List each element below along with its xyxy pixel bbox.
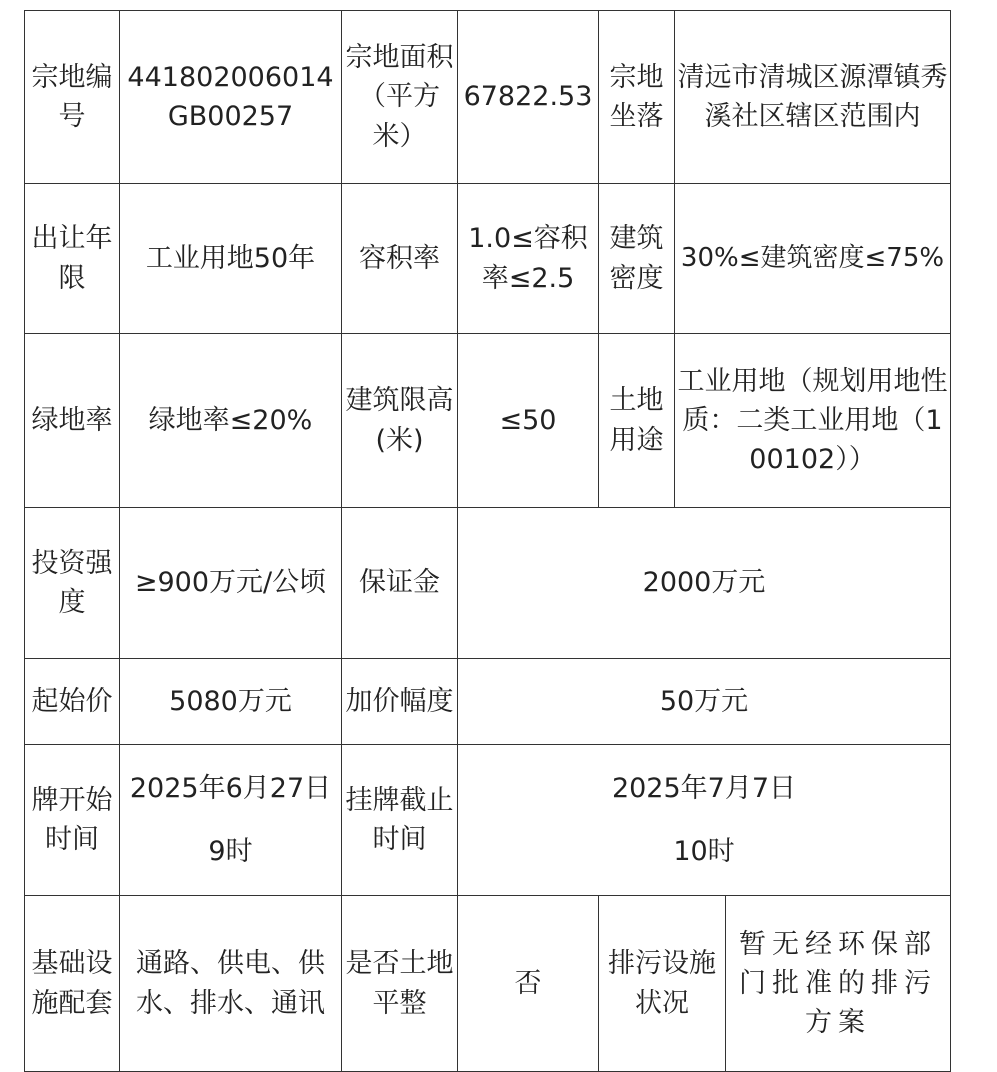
leveled-label: 是否土地平整 [342, 896, 458, 1072]
area-value: 67822.53 [458, 11, 599, 184]
listing-start-value [120, 745, 342, 896]
deposit-label: 保证金 [342, 508, 458, 659]
infra-value: 通路、供电、供水、排水、通讯 [120, 896, 342, 1072]
location-label: 宗地坐落 [599, 11, 675, 184]
leveled-value: 否 [458, 896, 599, 1072]
far-label: 容积率 [342, 184, 458, 334]
table-row [25, 11, 951, 184]
land-info-table [24, 10, 951, 1072]
green-label: 绿地率 [25, 334, 120, 508]
infra-label: 基础设施配套 [25, 896, 120, 1072]
area-label: 宗地面积（平方米） [342, 11, 458, 184]
use-label: 土地用途 [599, 334, 675, 508]
parcel-no-label: 宗地编号 [25, 11, 120, 184]
increment-value: 50万元 [458, 659, 951, 745]
density-value: 30%≤建筑密度≤75% [675, 184, 951, 334]
far-value: 1.0≤容积率≤2.5 [458, 184, 599, 334]
invest-label: 投资强度 [25, 508, 120, 659]
location-value: 清远市清城区源潭镇秀溪社区辖区范围内 [675, 11, 951, 184]
listing-end-hour: 10时 [673, 836, 735, 867]
parcel-no-value: 441802006014GB00257 [120, 11, 342, 184]
deposit-value: 2000万元 [458, 508, 951, 659]
listing-end-value [458, 745, 951, 896]
listing-start-hour: 9时 [208, 836, 253, 867]
start-price-label: 起始价 [25, 659, 120, 745]
height-value: ≤50 [458, 334, 599, 508]
use-value: 工业用地（规划用地性质：二类工业用地（100102）） [675, 334, 951, 508]
increment-label: 加价幅度 [342, 659, 458, 745]
table-row [25, 896, 951, 1072]
invest-value: ≥900万元/公顷 [120, 508, 342, 659]
density-label: 建筑密度 [599, 184, 675, 334]
sewage-label: 排污设施状况 [599, 896, 726, 1072]
green-value: 绿地率≤20% [120, 334, 342, 508]
listing-end-date: 2025年7月7日 [611, 772, 797, 804]
sewage-value: 暂无经环保部门批准的排污方案 [726, 896, 951, 1072]
table-row [25, 659, 951, 745]
term-label: 出让年限 [25, 184, 120, 334]
table-row [25, 184, 951, 334]
listing-end-label: 挂牌截止时间 [342, 745, 458, 896]
table-row [25, 334, 951, 508]
height-label: 建筑限高(米) [342, 334, 458, 508]
listing-start-label: 牌开始时间 [25, 745, 120, 896]
start-price-value: 5080万元 [120, 659, 342, 745]
listing-start-date: 2025年6月27日 [129, 772, 332, 804]
table-row [25, 508, 951, 659]
table-row [25, 745, 951, 896]
term-value: 工业用地50年 [120, 184, 342, 334]
